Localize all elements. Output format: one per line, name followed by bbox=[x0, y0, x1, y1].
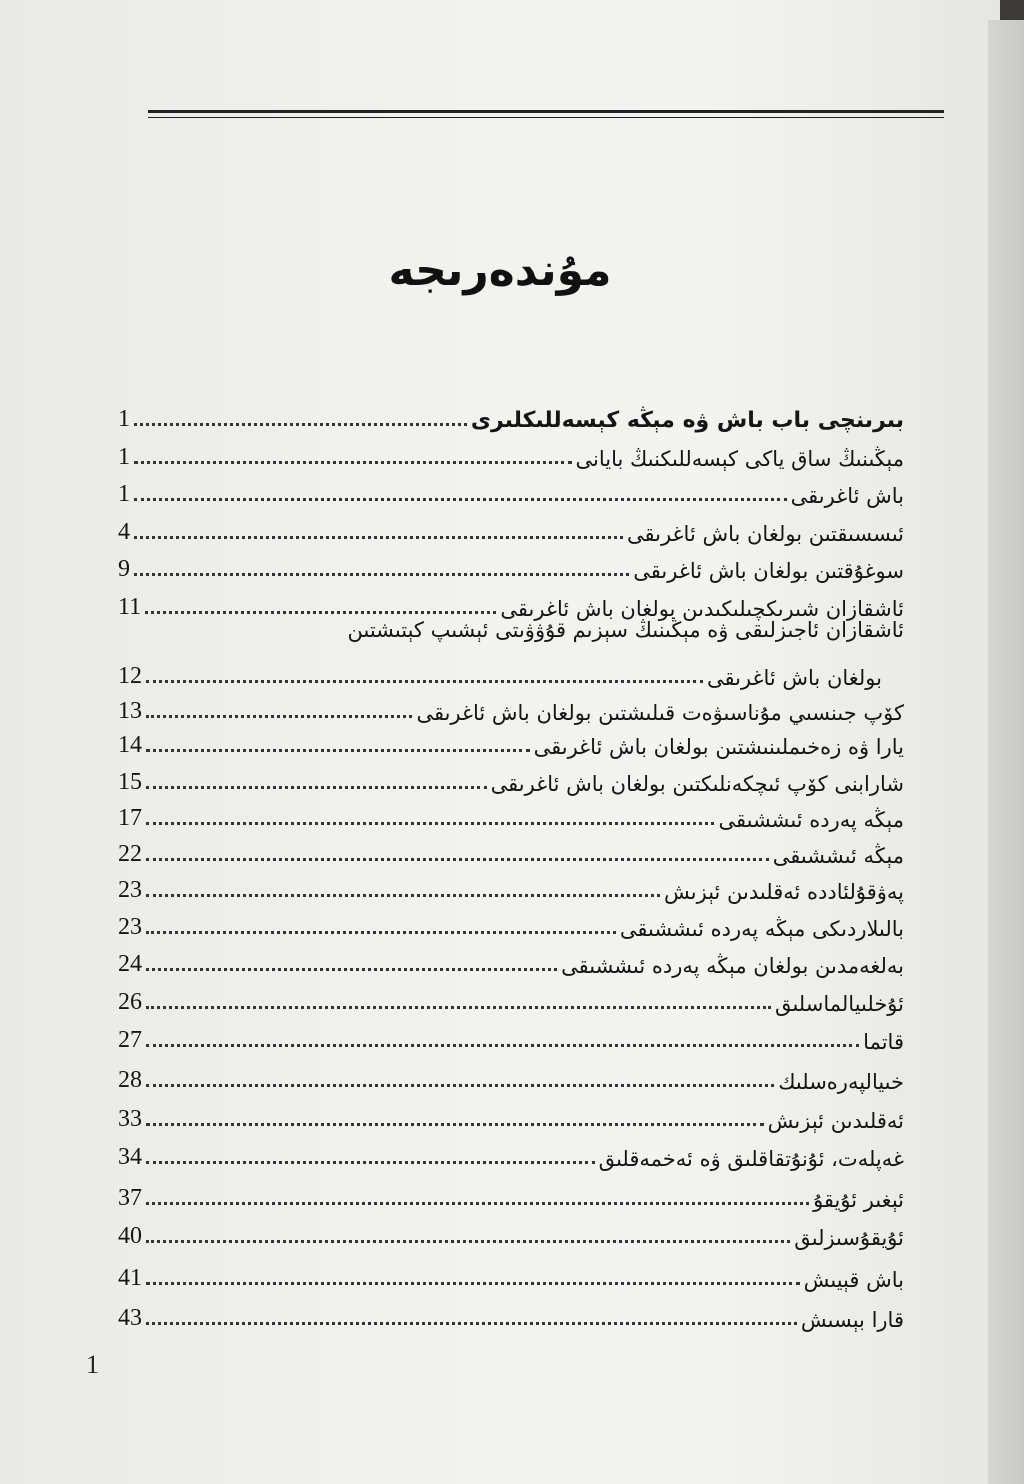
toc-entry bbox=[118, 1296, 904, 1332]
toc-leader-dots bbox=[146, 1202, 809, 1205]
toc-leader-dots bbox=[134, 498, 787, 501]
toc-entry-label: ئۇخلىيالماسلىق bbox=[774, 992, 904, 1016]
header-rule-thin bbox=[148, 117, 944, 118]
header-rule-thick bbox=[148, 110, 944, 113]
toc-entry-label: شارابنى كۆپ ئىچكەنلىكتىن بولغان باش ئاغرىقى bbox=[490, 772, 904, 796]
toc-leader-dots bbox=[146, 1123, 764, 1126]
toc-entry-label: مېڭە ئىششىقى bbox=[772, 844, 904, 868]
toc-page-number: 22 bbox=[118, 841, 142, 867]
toc-entry bbox=[118, 796, 904, 832]
toc-page-number: 9 bbox=[118, 556, 130, 582]
toc-entry-label: پەۋقۇلئاددە ئەقلىدىن ئېزىش bbox=[664, 880, 904, 904]
toc-page-number: 1 bbox=[118, 481, 130, 507]
toc-leader-dots bbox=[146, 858, 769, 861]
toc-entry bbox=[118, 510, 904, 546]
toc-page-number: 33 bbox=[118, 1106, 142, 1132]
toc-entry bbox=[118, 980, 904, 1016]
toc-entry bbox=[118, 723, 904, 759]
toc-entry bbox=[118, 905, 904, 941]
toc-page-number: 37 bbox=[118, 1185, 142, 1211]
toc-leader-dots bbox=[146, 786, 487, 789]
page-number: 1 bbox=[86, 1350, 99, 1379]
next-page-edge bbox=[988, 20, 1024, 1484]
toc-entry bbox=[118, 1135, 904, 1171]
toc-leader-dots bbox=[146, 749, 530, 752]
toc-entry-label: بەلغەمدىن بولغان مېڭە پەردە ئىششىقى bbox=[561, 954, 904, 978]
toc-leader-dots bbox=[146, 1084, 774, 1087]
toc-entry bbox=[118, 868, 904, 904]
toc-entry-label: ئۇيقۇسىزلىق bbox=[794, 1226, 904, 1250]
toc-entry bbox=[118, 1256, 904, 1292]
toc-leader-dots bbox=[146, 1161, 595, 1164]
toc-page-number: 1 bbox=[118, 406, 130, 432]
toc-page-number: 28 bbox=[118, 1067, 142, 1093]
toc-entry bbox=[118, 689, 904, 725]
toc-chapter-heading bbox=[118, 397, 904, 433]
page-title: مۇندەرىجە bbox=[388, 245, 612, 296]
toc-page-number: 1 bbox=[118, 444, 130, 470]
toc-entry bbox=[118, 1097, 904, 1133]
toc-entry bbox=[118, 1176, 904, 1212]
toc-entry-label: قاتما bbox=[863, 1030, 904, 1054]
toc-entry bbox=[118, 1018, 904, 1054]
toc-leader-dots bbox=[146, 1282, 800, 1285]
toc-leader-dots bbox=[146, 680, 703, 683]
toc-page-number: 24 bbox=[118, 951, 142, 977]
toc-entry bbox=[118, 1058, 904, 1094]
toc-leader-dots bbox=[134, 573, 629, 576]
toc-page-number: 43 bbox=[118, 1305, 142, 1331]
toc-page-number: 41 bbox=[118, 1265, 142, 1291]
toc-entry-label: بىرىنچى باب باش ۋە مېڭە كېسەللىكلىرى bbox=[470, 408, 904, 433]
toc-page-number: 13 bbox=[118, 698, 142, 724]
toc-entry-label: غەپلەت، ئۇنۇتقاقلىق ۋە ئەخمەقلىق bbox=[598, 1147, 904, 1171]
toc-leader-dots bbox=[145, 611, 496, 614]
toc-entry bbox=[118, 654, 904, 690]
toc-leader-dots bbox=[146, 822, 714, 825]
toc-leader-dots bbox=[146, 715, 412, 718]
toc-leader-dots bbox=[146, 968, 557, 971]
toc-entry bbox=[118, 435, 904, 471]
toc-page-number: 23 bbox=[118, 877, 142, 903]
toc-page-number: 34 bbox=[118, 1144, 142, 1170]
toc-page-number: 14 bbox=[118, 732, 142, 758]
toc-entry-label: بولغان باش ئاغرىقى bbox=[706, 666, 882, 690]
toc-page-number: 17 bbox=[118, 805, 142, 831]
toc-leader-dots bbox=[134, 423, 467, 426]
toc-entry bbox=[118, 585, 904, 621]
toc-page-number: 27 bbox=[118, 1027, 142, 1053]
toc-leader-dots bbox=[146, 931, 616, 934]
toc-entry-label: مېڭىنىڭ ساق ياكى كېسەللىكنىڭ بايانى bbox=[575, 447, 904, 471]
toc-entry bbox=[118, 942, 904, 978]
toc-leader-dots bbox=[146, 1322, 797, 1325]
toc-entry bbox=[118, 1214, 904, 1250]
toc-page-number: 15 bbox=[118, 769, 142, 795]
toc-leader-dots bbox=[146, 1044, 859, 1047]
toc-entry bbox=[118, 760, 904, 796]
toc-page-number: 11 bbox=[118, 594, 142, 620]
toc-page-number: 40 bbox=[118, 1223, 142, 1249]
toc-page-number: 23 bbox=[118, 914, 142, 940]
toc-leader-dots bbox=[134, 461, 572, 464]
toc-page-number: 4 bbox=[118, 519, 130, 545]
toc-entry-label: بالىلاردىكى مېڭە پەردە ئىششىقى bbox=[619, 917, 904, 941]
toc-entry-label: ئەقلىدىن ئېزىش bbox=[767, 1109, 904, 1133]
toc-entry-label: ئاشقازان ئاجىزلىقى ۋە مېڭىنىڭ سېزىم قۇۋۋىتى ئېشىپ كېتىشتىن bbox=[347, 618, 904, 642]
toc-entry-label: ئېغىر ئۇيقۇ bbox=[813, 1188, 904, 1212]
toc-leader-dots bbox=[146, 1006, 771, 1009]
toc-entry-label: يارا ۋە زەخىملىنىشتىن بولغان باش ئاغرىقى bbox=[533, 735, 904, 759]
toc-leader-dots bbox=[146, 894, 660, 897]
toc-entry bbox=[118, 547, 904, 583]
toc-entry-label: خىيالپەرەسلىك bbox=[778, 1070, 904, 1094]
toc-entry-label: باش قېيىش bbox=[803, 1268, 904, 1292]
toc-leader-dots bbox=[146, 1240, 790, 1243]
toc-page-number: 26 bbox=[118, 989, 142, 1015]
toc-entry-label: ئىسسىقتىن بولغان باش ئاغرىقى bbox=[627, 522, 904, 546]
toc-entry-label: مېڭە پەردە ئىششىقى bbox=[718, 808, 904, 832]
toc-leader-dots bbox=[134, 536, 623, 539]
toc-entry-label: سوغۇقتىن بولغان باش ئاغرىقى bbox=[633, 559, 904, 583]
toc-entry-label: كۆپ جىنسىي مۇناسىۋەت قىلىشتىن بولغان باش ئاغرىقى bbox=[416, 701, 904, 725]
toc-entry bbox=[118, 832, 904, 868]
toc-entry-label: ئاشقازان شىرىكچىلىكىدىن بولغان باش ئاغرىقى bbox=[500, 597, 904, 621]
toc-entry-label: قارا بېسىش bbox=[800, 1308, 904, 1332]
toc-entry bbox=[118, 472, 904, 508]
toc-page-number: 12 bbox=[118, 663, 142, 689]
toc-entry-label: باش ئاغرىقى bbox=[790, 484, 904, 508]
